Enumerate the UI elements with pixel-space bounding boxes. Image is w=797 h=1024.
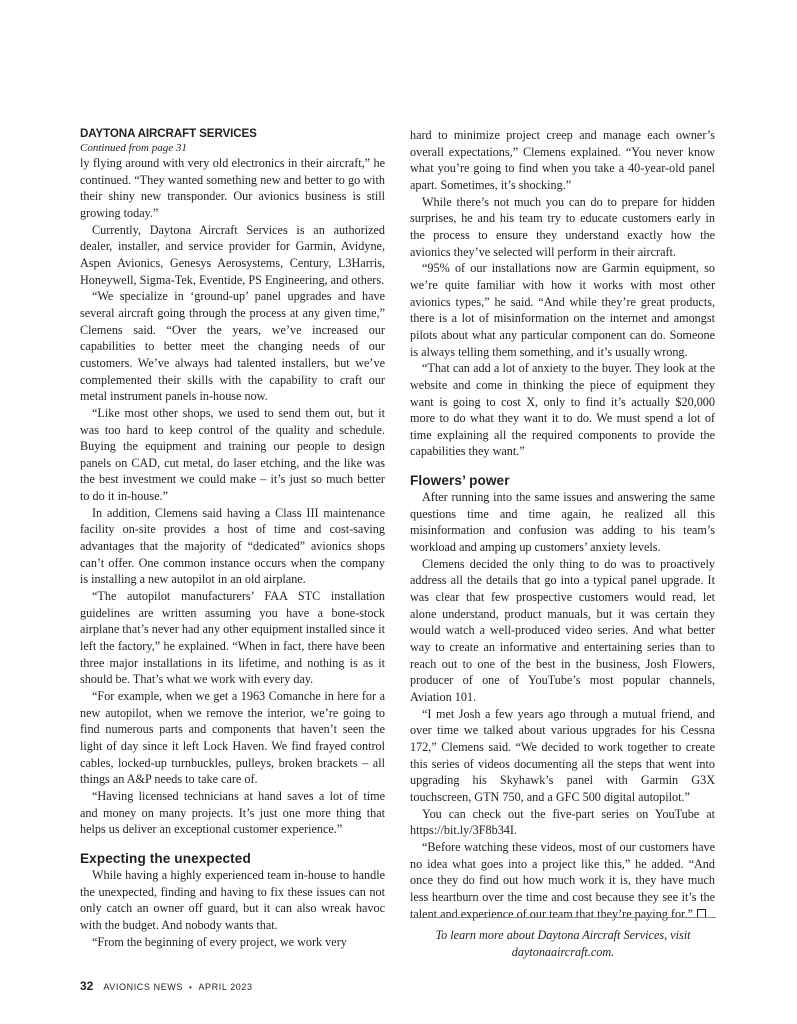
left-column: [80, 127, 385, 950]
body-paragraph: You can check out the five-part series on YouTube at https://bit.ly/3F8b34I.: [410, 806, 715, 838]
body-paragraph: “Having licensed technicians at hand saves a lot of time and money on many projects. It’s just one more thing that helps us deliver an exceptional customer experience.”: [80, 788, 385, 837]
subhead-expecting-the-unexpected: Expecting the unexpected: [80, 850, 251, 866]
website-link[interactable]: daytonaaircraft.com.: [511, 945, 615, 959]
body-paragraph-final: [410, 839, 715, 922]
body-paragraph: “Like most other shops, we used to send them out, but it was too hard to keep control of the quality and schedule. Buying the equipment and training our people to design panels on CAD, cut metal, do laser etching, and the like was the best investment we could make – it’s just so much better to do it in-house.”: [80, 405, 385, 504]
body-paragraph: “For example, when we get a 1963 Comanche in here for a new autopilot, when we remove the interior, we’re going to find numerous parts and components that haven’t seen the light of day since it left Lock Haven. We find frayed control cables, locked-up turnbuckles, pulleys, broken brackets – all things an A&P needs to take care of.: [80, 689, 385, 787]
publication-name: AVIONICS NEWS: [103, 982, 184, 992]
issue-date: APRIL 2023: [198, 982, 253, 992]
footer-separator: •: [189, 983, 193, 992]
body-paragraph: Clemens decided the only thing to do was to proactively address all the details that go into a typical panel upgrade. It was clear that few prospective customers would read, let alone understand, product manuals, but it was certain they would watch a well-produced video series. And what better way to create an informative and entertaining series than to reach out to one of the best in the business, Josh Flowers, producer of one of YouTube’s most popular channels, Aviation 101.: [410, 556, 715, 704]
sidebar-divider: [410, 917, 716, 918]
body-paragraph: “I met Josh a few years ago through a mutual friend, and over time we talked about various upgrades for his Cessna 172,” Clemens said. “We decided to work together to create this series of videos documenting all the steps that went into upgrading his Skyhawk’s panel with Garmin G3X touchscreen, GTN 750, and a GFC 500 digital autopilot.”: [410, 706, 715, 804]
page-footer: [80, 979, 253, 993]
article-kicker: DAYTONA AIRCRAFT SERVICES: [80, 127, 257, 140]
body-paragraph: “95% of our installations now are Garmin equipment, so we’re quite familiar with how it works with most other avionics types,” he said. “And while they’re great products, there is a lot of misinformation on the internet and amongst pilots about what any particular component can do. Someone is always telling them something, and it’s usually wrong.: [410, 261, 715, 359]
body-paragraph: Currently, Daytona Aircraft Services is an authorized dealer, installer, and service provider for Garmin, Avidyne, Aspen Avionics, Genesys Aerosystems, Century, L3Harris, Honeywell, Sigma-Tek, Eventide, PS Engineering, and others.: [80, 222, 385, 287]
body-paragraph: “From the beginning of every project, we work very: [92, 934, 347, 949]
more-info-note: [410, 927, 716, 961]
right-column: [410, 127, 715, 922]
body-paragraph: While there’s not much you can do to prepare for hidden surprises, he and his team try to educate customers early in the process to ensure they understand exactly how the avionics they’ve selected will perform in their aircraft.: [410, 194, 715, 259]
body-paragraph: hard to minimize project creep and manage each owner’s overall expectations,” Clemens explained. “You never know what you’re going to find when you take a 40-year-old panel apart. Sometimes, it’s shocking.”: [410, 128, 715, 192]
body-paragraph: “That can add a lot of anxiety to the buyer. They look at the website and come in thinking the piece of equipment they want is going to cost X, only to find it’s actually $20,000 more to do what they want it to do. We must spend a lot of time explaining all the required components to provide the capabilities they want.”: [410, 361, 715, 459]
more-info-line: To learn more about Daytona Aircraft Services, visit: [435, 928, 691, 942]
body-paragraph: In addition, Clemens said having a Class III maintenance facility on-site provides a host of time and cost-saving advantages that the majority of “dedicated” avionics shops can’t offer. One common instance occurs when the company is installing a new autopilot in an old airplane.: [80, 505, 385, 587]
body-paragraph: ly flying around with very old electronics in their aircraft,” he continued. “They wanted something new and better to go with their shiny new transponder. Our avionics business is still growing today.”: [80, 156, 385, 220]
body-paragraph: While having a highly experienced team in-house to handle the unexpected, finding and having to fix these issues can not only catch an owner off guard, but it can also wreak havoc with the budget. And nobody wants that.: [80, 867, 385, 932]
body-paragraph: “The autopilot manufacturers’ FAA STC installation guidelines are written assuming you have a bone-stock airplane that’s never had any other equipment installed since it left the factory,” he explained. “When in fact, there have been three major installations in its lifetime, and nothing is as it should be. That’s what we work with every day.: [80, 589, 385, 687]
final-paragraph-text: “Before watching these videos, most of our customers have no idea what goes into a project like this,” he added. “And once they do find out how much work it is, they have much less heartburn over the time and cost because they see it’s the talent and experience of our team that they’re paying for.”: [410, 839, 715, 921]
continued-from-note: Continued from page 31: [80, 142, 187, 154]
body-paragraph: “We specialize in ‘ground-up’ panel upgrades and have several aircraft going through the process at any given time,” Clemens said. “Over the years, we’ve increased our capabilities to better meet the changing needs of our customers. We’ve always had talented installers, but we’ve complemented their skills with the capability to craft our metal instrument panels in-house now.: [80, 289, 385, 404]
subhead-flowers-power: Flowers’ power: [410, 473, 510, 489]
page-number: 32: [80, 979, 94, 993]
body-paragraph: After running into the same issues and answering the same questions time and time again, he realized all this misinformation and confusion was adding to his team’s workload and amping up customers’ anxiety levels.: [410, 490, 715, 555]
